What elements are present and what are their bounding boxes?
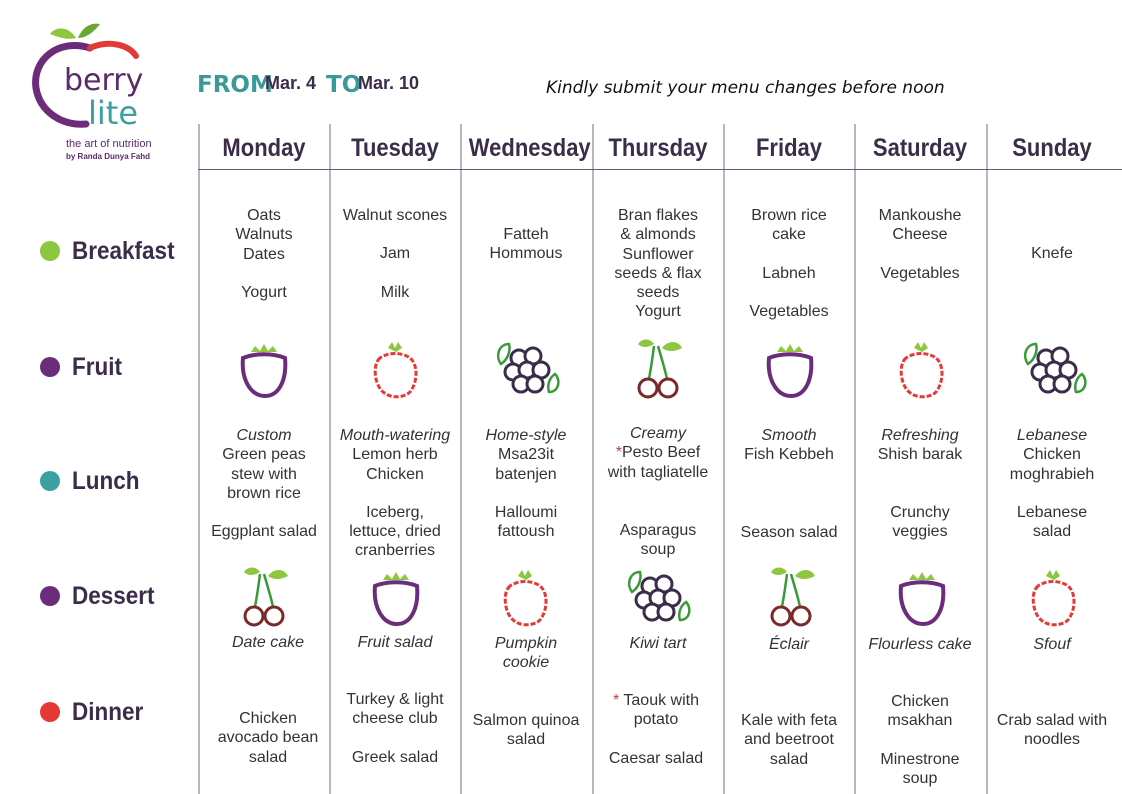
- menu-line: brown rice: [227, 484, 301, 502]
- lunch-adjective: Home-style: [485, 427, 567, 444]
- logo-tagline: the art of nutrition: [66, 138, 152, 150]
- dessert-cell-friday: [724, 635, 854, 654]
- day-friday: Friday: [755, 134, 823, 162]
- menu-line: Pumpkin: [494, 635, 558, 652]
- strawberry-icon: [886, 336, 956, 406]
- menu-line: stew with: [231, 465, 297, 483]
- menu-line: Minestrone: [880, 750, 960, 768]
- menu-line: Chicken: [239, 710, 297, 727]
- menu-line: Fatteh: [503, 226, 549, 243]
- menu-line: Yogurt: [635, 303, 681, 321]
- menu-line: veggies: [892, 522, 948, 540]
- menu-line: [593, 443, 723, 462]
- day-tuesday: Tuesday: [351, 134, 439, 162]
- lunch-adjective: Lebanese: [1016, 427, 1088, 444]
- menu-line: Sunflower: [622, 245, 694, 263]
- breakfast-cell-wednesday: [461, 225, 591, 264]
- from-label: FROM: [197, 72, 273, 98]
- meal-row-breakfast: [40, 236, 186, 266]
- dinner-cell-saturday: [855, 692, 985, 788]
- fig-icon: [361, 564, 431, 634]
- menu-line: salad: [769, 750, 809, 768]
- dinner-cell-tuesday: [330, 690, 460, 767]
- dinner-cell-friday: [724, 711, 854, 769]
- menu-line: Iceberg,: [366, 503, 424, 521]
- breakfast-cell-monday: [199, 206, 329, 302]
- menu-line: Date cake: [231, 634, 305, 651]
- menu-line: Chicken: [891, 693, 949, 710]
- menu-line: msakhan: [887, 712, 953, 730]
- cherries-icon: [757, 562, 827, 632]
- menu-line: Vegetables: [880, 264, 960, 282]
- menu-line: Greek salad: [351, 748, 439, 766]
- blackberry-icon: [1020, 334, 1090, 404]
- cherries-icon: [624, 334, 694, 404]
- menu-line: salad: [1032, 523, 1072, 541]
- meal-row-dessert: [40, 581, 164, 611]
- menu-line: Green peas: [222, 446, 306, 464]
- menu-line: and beetroot: [744, 731, 834, 749]
- menu-line: Asparagus: [619, 521, 697, 539]
- dinner-dot: [40, 702, 60, 722]
- lunch-adjective: Refreshing: [881, 427, 959, 444]
- berrylite-logo: [28, 20, 168, 170]
- logo-graphic: [28, 20, 168, 140]
- menu-line: Shish barak: [877, 446, 963, 464]
- menu-line: noodles: [1023, 731, 1081, 749]
- menu-line: Hommous: [489, 245, 563, 263]
- dinner-label: Dinner: [72, 697, 144, 726]
- lunch-cell-saturday: [855, 426, 985, 541]
- dinner-cell-monday: [203, 709, 333, 767]
- meal-row-fruit: [40, 352, 128, 382]
- menu-line: Yogurt: [241, 283, 287, 301]
- lunch-adjective: Creamy: [629, 425, 686, 442]
- lunch-cell-sunday: [987, 426, 1117, 541]
- menu-line: Cheese: [892, 226, 948, 244]
- lunch-label: Lunch: [72, 466, 140, 495]
- lunch-cell-friday: [724, 426, 854, 542]
- logo-brand-line2: lite: [88, 94, 139, 132]
- menu-line: Msa23it: [497, 446, 555, 464]
- day-wednesday: Wednesday: [468, 134, 591, 162]
- breakfast-cell-friday: [724, 206, 854, 321]
- menu-line: Mankoushe: [878, 207, 962, 224]
- dessert-cell-thursday: [593, 634, 723, 653]
- menu-line: with tagliatelle: [607, 463, 709, 481]
- menu-line: Kale with feta: [740, 712, 838, 729]
- breakfast-cell-saturday: [855, 206, 985, 283]
- menu-line: Oats: [247, 207, 281, 224]
- lunch-cell-wednesday: [461, 426, 591, 541]
- menu-line: Walnuts: [235, 226, 293, 244]
- special-marker: *: [615, 444, 622, 462]
- meal-row-dinner: [40, 697, 151, 727]
- header-divider: [198, 169, 1122, 170]
- strawberry-icon: [1018, 564, 1088, 634]
- menu-line: Kiwi tart: [629, 635, 687, 652]
- menu-line: lettuce, dried: [349, 523, 441, 541]
- day-thursday: Thursday: [608, 134, 708, 162]
- menu-line: Sfouf: [1033, 636, 1071, 653]
- day-monday: Monday: [222, 134, 306, 162]
- menu-line: cheese club: [352, 710, 438, 728]
- menu-line: Lemon herb: [352, 446, 438, 464]
- dessert-cell-monday: [203, 633, 333, 652]
- dinner-cell-sunday: [987, 711, 1117, 750]
- fruit-label: Fruit: [72, 352, 122, 381]
- dessert-label: Dessert: [72, 581, 155, 610]
- dessert-cell-wednesday: [461, 634, 591, 673]
- menu-line: Bran flakes: [617, 207, 699, 224]
- blackberry-icon: [624, 562, 694, 632]
- menu-line: Brown rice: [751, 207, 827, 224]
- fig-icon: [755, 336, 825, 406]
- menu-line: Knefe: [1031, 245, 1073, 262]
- day-sunday: Sunday: [1012, 134, 1092, 162]
- menu-line: Caesar salad: [608, 749, 704, 767]
- menu-line: Éclair: [768, 636, 809, 653]
- menu-line: Chicken: [1023, 446, 1081, 464]
- dessert-cell-tuesday: [330, 633, 460, 652]
- menu-line: cake: [772, 226, 806, 244]
- menu-line: Crunchy: [890, 503, 950, 521]
- breakfast-cell-thursday: [593, 206, 723, 322]
- menu-line: Flourless cake: [868, 636, 972, 653]
- menu-line: seeds & flax: [614, 264, 702, 282]
- dessert-dot: [40, 586, 60, 606]
- menu-line: Halloumi: [494, 503, 558, 521]
- breakfast-label: Breakfast: [72, 236, 175, 265]
- day-saturday: Saturday: [872, 134, 968, 162]
- strawberry-icon: [490, 564, 560, 634]
- menu-line: Salmon quinoa: [472, 712, 580, 729]
- breakfast-dot: [40, 241, 60, 261]
- meal-row-lunch: [40, 466, 147, 496]
- menu-line: cookie: [502, 654, 550, 672]
- menu-line: Vegetables: [749, 302, 829, 320]
- menu-line: salad: [506, 731, 546, 749]
- menu-line: Labneh: [762, 264, 816, 282]
- menu-line: Fish Kebbeh: [744, 446, 834, 464]
- to-date: Mar. 10: [358, 73, 420, 93]
- menu-line: batenjen: [495, 465, 557, 483]
- menu-line: moghrabieh: [1009, 465, 1095, 483]
- to-label: TO: [326, 72, 362, 98]
- menu-line: salad: [248, 748, 288, 766]
- menu-line: Season salad: [740, 523, 838, 541]
- menu-line: potato: [633, 711, 679, 729]
- lunch-adjective: Mouth-watering: [339, 427, 451, 444]
- menu-line: avocado bean: [217, 729, 319, 747]
- dinner-cell-wednesday: [461, 711, 591, 750]
- from-date: Mar. 4: [265, 73, 317, 93]
- dinner-cell-thursday: [591, 691, 721, 768]
- menu-line: & almonds: [620, 226, 696, 244]
- menu-line: cranberries: [354, 542, 436, 560]
- menu-line: Dates: [243, 245, 285, 263]
- menu-line: Jam: [379, 245, 411, 263]
- breakfast-cell-sunday: [987, 244, 1117, 263]
- logo-byline: by Randa Dunya Fahd: [66, 152, 151, 161]
- menu-line: Chicken: [366, 465, 424, 483]
- breakfast-cell-tuesday: [330, 206, 460, 302]
- lunch-cell-monday: [199, 426, 329, 541]
- menu-line: seeds: [636, 284, 680, 302]
- notice-text: Kindly submit your menu changes before noon: [546, 78, 945, 98]
- menu-line: soup: [640, 541, 676, 559]
- menu-line: fattoush: [497, 523, 555, 541]
- menu-line: Pesto Beef: [621, 444, 701, 462]
- fig-icon: [229, 336, 299, 406]
- lunch-adjective: Custom: [236, 427, 292, 444]
- menu-line: Eggplant salad: [211, 523, 317, 541]
- menu-line: [591, 691, 721, 710]
- menu-line: soup: [902, 769, 938, 787]
- lunch-adjective: Smooth: [761, 427, 817, 444]
- menu-line: Walnut scones: [342, 207, 448, 224]
- logo-brand-line1: berry: [64, 63, 144, 98]
- special-marker: *: [613, 692, 620, 709]
- strawberry-icon: [360, 336, 430, 406]
- menu-line: Milk: [380, 283, 410, 301]
- menu-line: Crab salad with: [996, 712, 1108, 729]
- lunch-cell-thursday: [593, 424, 723, 559]
- dessert-cell-sunday: [987, 635, 1117, 654]
- menu-line: Lebanese: [1016, 503, 1088, 521]
- menu-line: Fruit salad: [357, 634, 433, 651]
- fruit-dot: [40, 357, 60, 377]
- fig-icon: [887, 564, 957, 634]
- lunch-cell-tuesday: [330, 426, 460, 561]
- blackberry-icon: [493, 334, 563, 404]
- lunch-dot: [40, 471, 60, 491]
- menu-line: Taouk with: [619, 692, 699, 709]
- cherries-icon: [230, 562, 300, 632]
- menu-line: Turkey & light: [346, 691, 444, 708]
- dessert-cell-saturday: [855, 635, 985, 654]
